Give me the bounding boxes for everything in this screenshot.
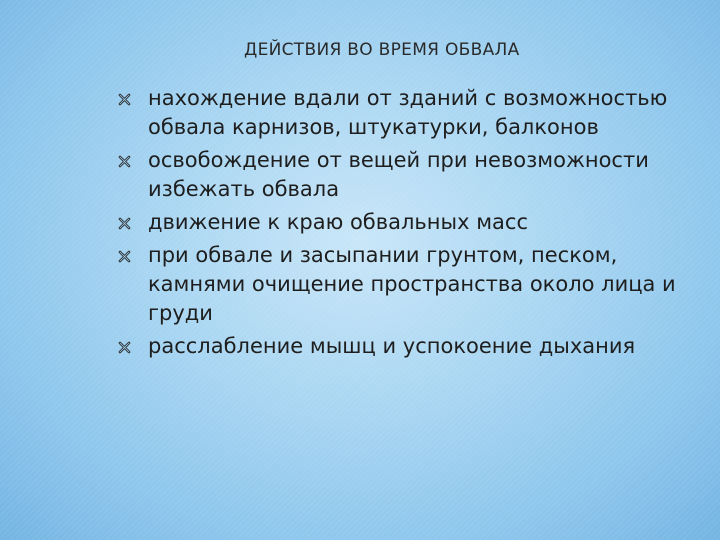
x-mark-icon	[118, 217, 131, 230]
list-item	[118, 241, 708, 328]
x-mark-icon	[118, 155, 131, 168]
list-item	[118, 208, 708, 237]
x-mark-icon	[118, 341, 131, 354]
bullet-text: при обвале и засыпании грунтом, песком, камнями очищение пространства около лица и груди	[148, 243, 676, 325]
bullet-text: освобождение от вещей при невозможности избежать обвала	[148, 148, 649, 201]
slide-title: ДЕЙСТВИЯ ВО ВРЕМЯ ОБВАЛА	[244, 40, 520, 60]
bullet-text: движение к краю обвальных масс	[148, 210, 529, 234]
bullet-text: расслабление мышц и успокоение дыхания	[148, 334, 636, 358]
bullet-text: нахождение вдали от зданий с возможностью обвала карнизов, штукатурки, балконов	[148, 86, 668, 139]
list-item	[118, 84, 708, 142]
x-mark-icon	[118, 93, 131, 106]
list-item	[118, 332, 708, 361]
x-mark-icon	[118, 250, 131, 263]
bullet-list	[118, 84, 708, 365]
list-item	[118, 146, 708, 204]
